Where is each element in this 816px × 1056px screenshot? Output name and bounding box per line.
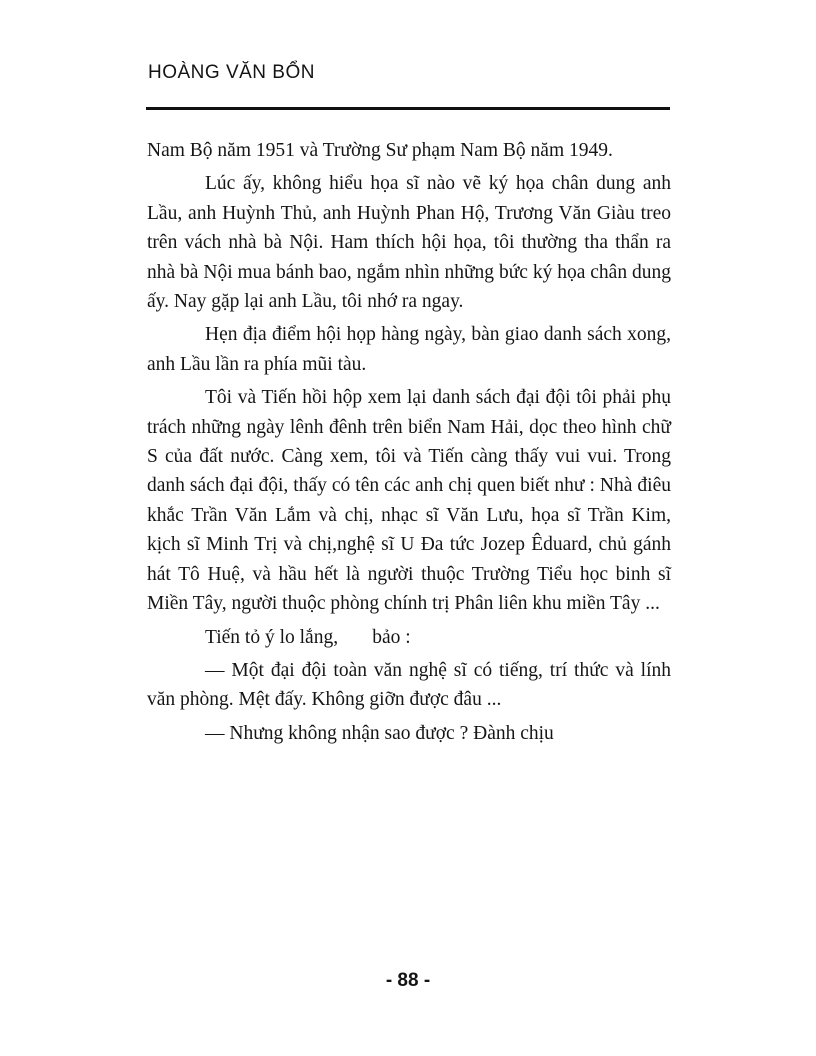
page-number: - 88 - [385, 970, 431, 991]
header-rule [146, 107, 670, 110]
paragraph-3: Hẹn địa điểm hội họp hàng ngày, bàn giao danh sách xong, anh Lầu lần ra phía mũi tàu. [147, 324, 671, 375]
paragraph-2: Lúc ấy, không hiểu họa sĩ nào vẽ ký họa chân dung anh Lầu, anh Huỳnh Thủ, anh Huỳnh Phan Hộ, Trương Văn Giàu treo trên vách nhà bà Nội. Ham thích hội họa, tôi thường tha thẩn ra nhà bà Nội mua bánh bao, ngắm nhìn những bức ký họa chân dung ấy. Nay gặp lại anh Lầu, tôi nhớ ra ngay. [147, 173, 671, 313]
paragraph-7: — Nhưng không nhận sao được ? Đành chịu [205, 722, 554, 744]
paragraph-4: Tôi và Tiến hồi hộp xem lại danh sách đại đội tôi phải phụ trách những ngày lênh đênh trên biển Nam Hải, dọc theo hình chữ S của đất nước. Càng xem, tôi và Tiến càng thấy vui vui. Trong danh sách đại đội, thấy có tên các anh chị quen biết như : Nhà điêu khắc Trần Văn Lắm và chị, nhạc sĩ Văn Lưu, họa sĩ Trần Kim, kịch sĩ Minh Trị và chị,nghệ sĩ U Đa tức Jozep Êduard, chủ gánh hát Tô Huệ, và hầu hết là người thuộc Trường Tiểu học binh sĩ Miền Tây, người thuộc phòng chính trị Phân liên khu miền Tây ... [147, 387, 671, 615]
paragraph-6: — Một đại đội toàn văn nghệ sĩ có tiếng, trí thức và lính văn phòng. Mệt đấy. Không giỡn được đâu ... [147, 659, 671, 711]
paragraph-5: Tiến tỏ ý lo lắng, bảo : [205, 626, 411, 648]
main-text [147, 136, 671, 748]
running-header-author: HOÀNG VĂN BỔN [148, 62, 315, 83]
paragraph-1: Nam Bộ năm 1951 và Trường Sư phạm Nam Bộ năm 1949. [147, 140, 613, 161]
